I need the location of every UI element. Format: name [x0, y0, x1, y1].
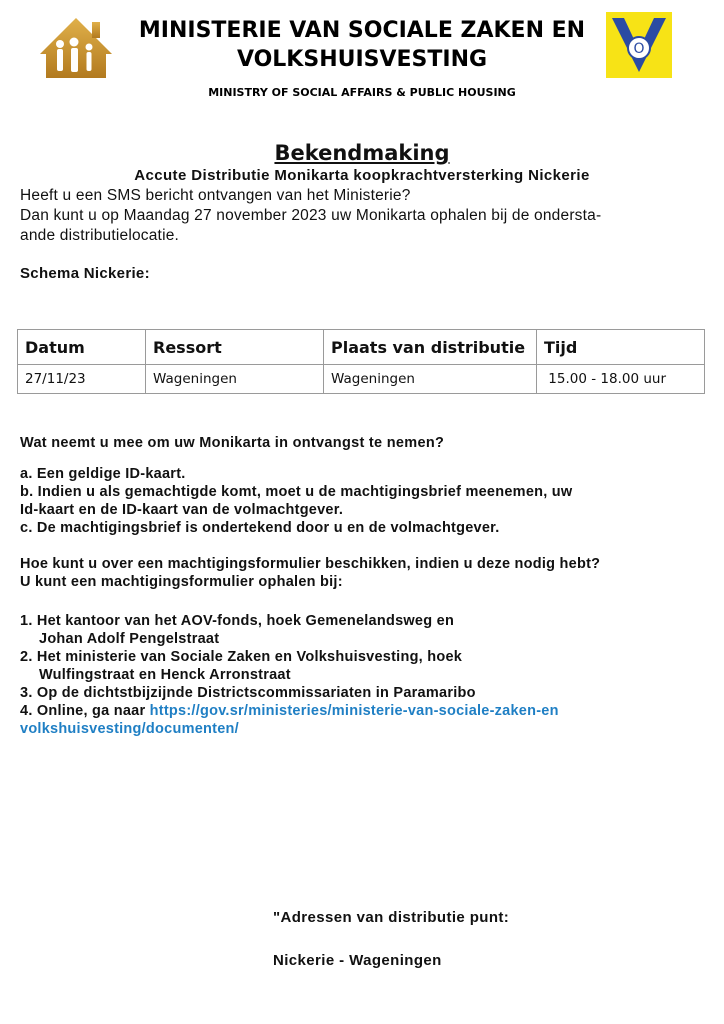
table-row: [18, 365, 705, 394]
list-item: Id-kaart en de ID-kaart van de volmachtgever.: [20, 502, 344, 518]
intro-line: ande distributielocatie.: [20, 227, 180, 244]
notice-heading: Bekendmaking: [274, 141, 450, 165]
family-house-logo-icon: [36, 14, 116, 80]
form-question-line: U kunt een machtigingsformulier ophalen bij:: [20, 574, 343, 590]
ministry-title-line2: VOLKSHUISVESTING: [236, 47, 488, 72]
list-item: b. Indien u als gemachtigde komt, moet u de machtigingsbrief meenemen, uw: [20, 484, 573, 500]
requirements-list: [20, 465, 710, 537]
intro-line: Dan kunt u op Maandag 27 november 2023 uw Monikarta ophalen bij de ondersta-: [20, 207, 602, 224]
list-item: 1. Het kantoor van het AOV-fonds, hoek Gemenelandsweg en: [20, 613, 455, 629]
aov-logo: [606, 12, 672, 78]
aov-logo-letter: O: [633, 41, 645, 57]
table-header-row: [18, 330, 705, 365]
list-item-text: 4. Online, ga naar: [20, 703, 150, 719]
list-item: 3. Op de dichtstbijzijnde Districtscommissariaten in Paramaribo: [20, 685, 476, 701]
distribution-table: [17, 329, 705, 394]
requirements-question: Wat neemt u mee om uw Monikarta in ontvangst te nemen?: [20, 435, 445, 451]
intro-text: [20, 186, 710, 246]
list-item: a. Een geldige ID-kaart.: [20, 466, 186, 482]
list-item: Wulfingstraat en Henck Arronstraat: [39, 667, 291, 683]
intro-line: Heeft u een SMS bericht ontvangen van het Ministerie?: [20, 187, 411, 204]
form-question-line: Hoe kunt u over een machtigingsformulier beschikken, indien u deze nodig hebt?: [20, 556, 601, 572]
address-value: Nickerie - Wageningen: [273, 952, 442, 969]
table-header: Plaats van distributie: [324, 330, 537, 365]
table-cell-resort: Wageningen: [146, 365, 324, 394]
table-header: Datum: [18, 330, 146, 365]
notice-subheading: Accute Distributie Monikarta koopkrachtversterking Nickerie: [134, 167, 590, 184]
table-cell-date: 27/11/23: [18, 365, 146, 394]
list-item: Johan Adolf Pengelstraat: [39, 631, 220, 647]
form-locations-list: [20, 612, 710, 738]
table-cell-place: Wageningen: [324, 365, 537, 394]
ministry-title: [120, 16, 604, 74]
ministry-title-line1: MINISTERIE VAN SOCIALE ZAKEN EN: [138, 18, 586, 43]
list-item: [20, 702, 710, 720]
list-item: 2. Het ministerie van Sociale Zaken en Volkshuisvesting, hoek: [20, 649, 463, 665]
documents-link-continued[interactable]: volkshuisvesting/documenten/: [20, 721, 239, 737]
ministry-logo: [36, 14, 116, 80]
form-question: [20, 555, 710, 591]
list-item: c. De machtigingsbrief is ondertekend door u en de volmachtgever.: [20, 520, 500, 536]
address-label: "Adressen van distributie punt:: [273, 909, 510, 926]
table-cell-time: 15.00 - 18.00 uur: [537, 365, 705, 394]
table-header: Ressort: [146, 330, 324, 365]
ministry-subtitle: MINISTRY OF SOCIAL AFFAIRS & PUBLIC HOUSING: [208, 86, 516, 99]
table-header: Tijd: [537, 330, 705, 365]
documents-link[interactable]: https://gov.sr/ministeries/ministerie-van-sociale-zaken-en: [149, 703, 559, 719]
aov-logo-icon: [606, 12, 672, 78]
schema-label: Schema Nickerie:: [20, 265, 150, 282]
